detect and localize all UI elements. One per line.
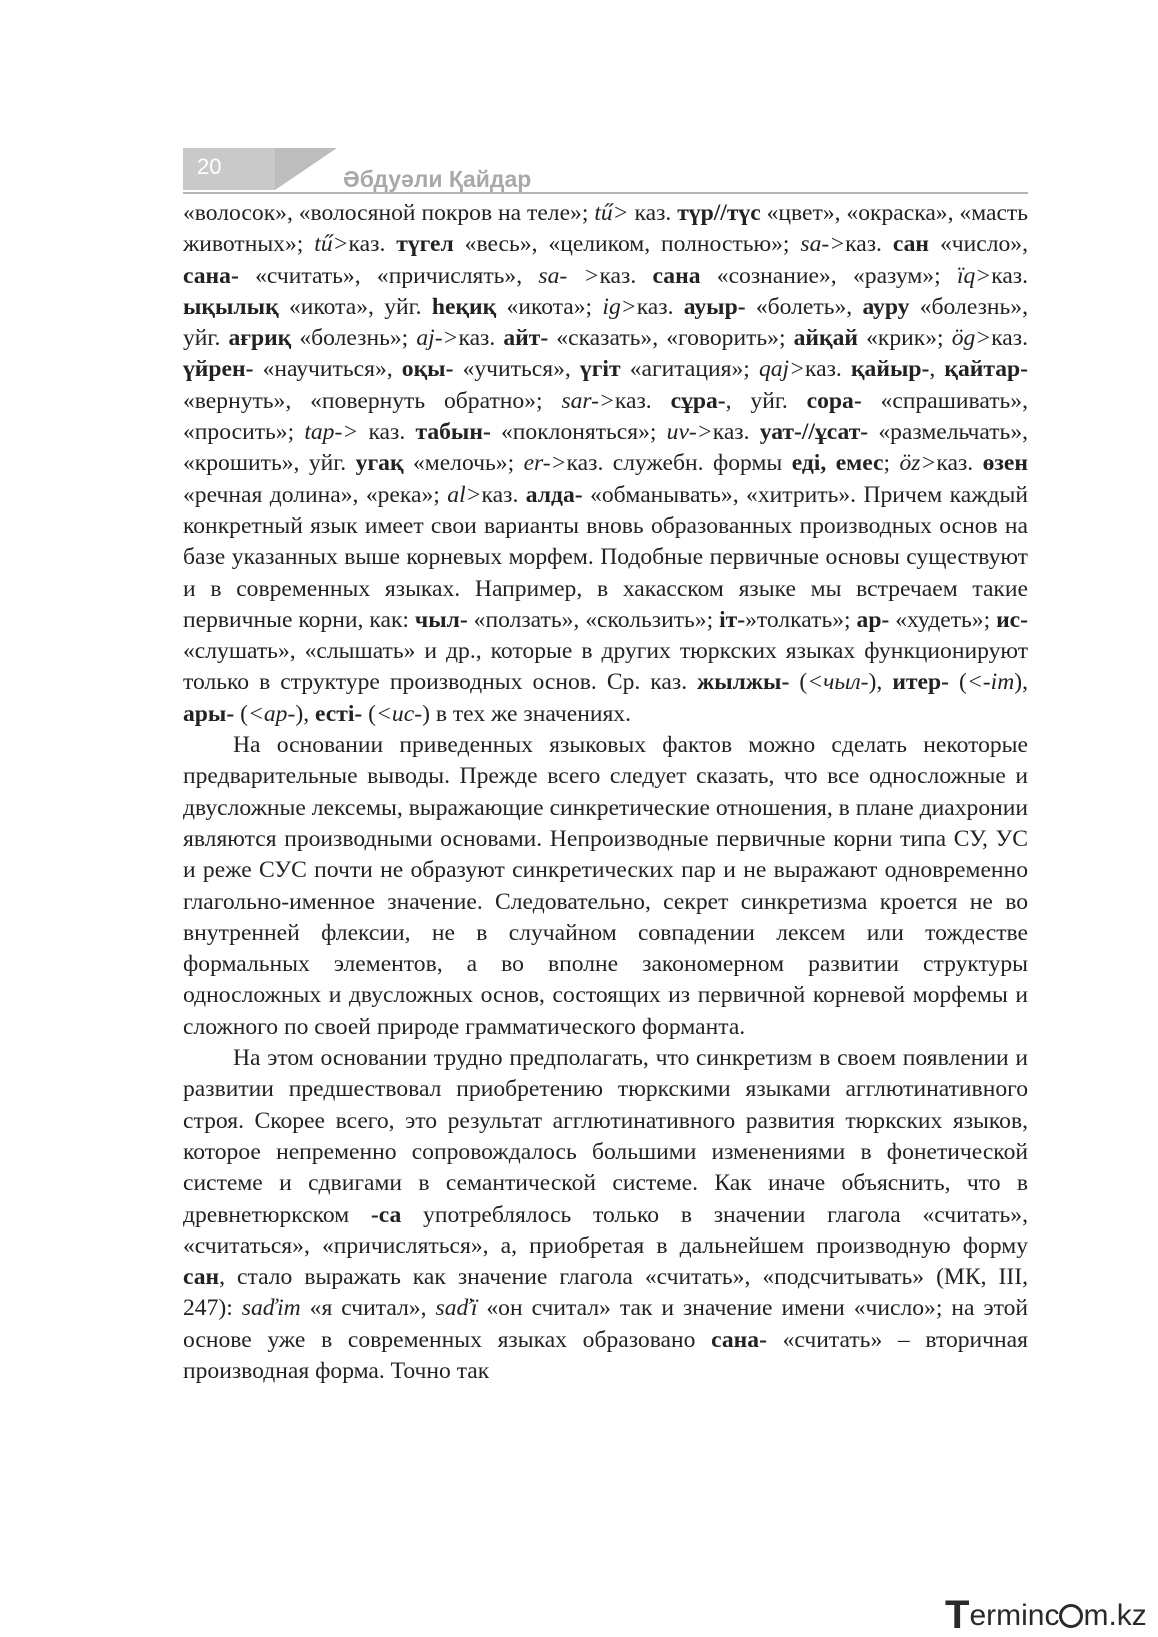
italic-root: <чыл- — [807, 669, 869, 696]
italic-root: ög> — [951, 325, 992, 352]
watermark-domain: m.kz — [1083, 1599, 1147, 1632]
text-run: «болеть», — [745, 293, 863, 320]
body-text — [183, 198, 1028, 1387]
text-run: «размельчать», «крошить», уйг. — [183, 419, 1029, 477]
text-run: «сознание», «разум»; — [700, 262, 957, 289]
watermark-text: erminc — [969, 1599, 1060, 1632]
bold-term: уат-//ұсат- — [759, 419, 869, 446]
bold-term: сана — [652, 262, 701, 289]
paragraph — [183, 198, 1028, 730]
text-run: каз. — [845, 231, 893, 258]
text-run: «агитация»; — [620, 356, 759, 383]
italic-root: saďim — [241, 1295, 301, 1322]
text-run: На этом основании трудно предполагать, что синкретизм в своем появлении и развитии предшествовал приобретению тюркскими языками агглютинативного строя. Скорее всего, это результат агглютинативного развития тюркских языков, которое непременно сопровождалось большими изменениями в фонетической системе и сдвигами в семантической системе. Как иначе объяснить, что в древнетюркском — [183, 1045, 1028, 1228]
italic-root: <-im — [966, 669, 1015, 696]
termincom-watermark — [945, 1590, 1150, 1637]
italic-root: uv-> — [666, 419, 713, 446]
italic-root: ig> — [602, 293, 637, 320]
text-run: «худеть»; — [889, 606, 997, 633]
italic-root: qaj> — [758, 356, 806, 383]
italic-root: tap-> — [304, 419, 359, 446]
bold-term: чыл- — [414, 606, 468, 633]
italic-root: öz> — [899, 450, 937, 477]
bold-term: түгел — [396, 231, 454, 258]
page-number-tab — [183, 148, 275, 190]
italic-root: al> — [447, 481, 482, 508]
watermark-letter: T — [945, 1593, 970, 1637]
italic-root: tű> — [594, 200, 629, 226]
text-run: «считать», «причислять», — [238, 262, 539, 289]
text-run: «волосок», «волосяной покров на теле»; — [183, 200, 595, 226]
italic-root: ïq> — [956, 262, 992, 289]
text-run: ) в тех же значениях. — [422, 700, 631, 727]
bold-term: -са — [370, 1201, 402, 1228]
bold-term: есті- — [315, 700, 363, 727]
text-run: «научиться», — [253, 356, 402, 383]
text-run: ), — [295, 700, 315, 727]
text-run: , — [929, 356, 945, 383]
text-run: каз. — [628, 200, 678, 226]
text-run: , уйг. — [725, 387, 807, 414]
bold-term: жылжы- — [697, 669, 790, 696]
bold-term: ауру — [862, 293, 910, 320]
text-run: «сказать», «говорить»; — [548, 325, 794, 352]
text-run: каз. — [636, 293, 684, 320]
watermark-globe-icon — [1059, 1604, 1083, 1628]
bold-term: ағриқ — [228, 325, 292, 352]
page-number: 20 — [197, 154, 222, 179]
text-run: «цвет», «окраска», «масть животных»; — [183, 200, 1028, 258]
text-run: «вернуть», «повернуть обратно»; — [183, 387, 562, 414]
bold-term: іт- — [719, 606, 746, 633]
bold-term: қайтар- — [944, 356, 1029, 383]
text-run: каз. — [348, 231, 397, 258]
italic-root: er-> — [523, 450, 567, 477]
italic-root: sar-> — [561, 387, 615, 414]
bold-term: алда- — [525, 481, 583, 508]
bold-term: сан — [183, 1264, 220, 1291]
text-run: «крик»; — [858, 325, 952, 352]
bold-term: һеқиқ — [431, 293, 497, 320]
italic-root: tű> — [314, 231, 349, 258]
italic-root: <ар- — [247, 700, 296, 727]
bold-term: айт- — [503, 325, 549, 352]
bold-term: оқы- — [401, 356, 454, 383]
text-run: На основании приведенных языковых фактов можно сделать некоторые предварительные выводы. Прежде всего следует сказать, что все односложные и двусложные лексемы, выражающие синкретические отношения, в плане диахронии являются производными основами. Непроизводные первичные корни типа СУ, УС и реже СУС почти не образуют синкретических пар и не выражают одновременно глагольно-именное значение. Следовательно, секрет синкретизма кроется не во внутренней флексии, не в случайном совпадении лексем или тождестве формальных элементов, а во вполне закономерном развитии структуры односложных и двусложных основ, состоящих из первичной корневой морфемы и сложного по своей природе грамматического форманта. — [183, 732, 1028, 1040]
bold-term: үйрен- — [183, 356, 254, 383]
text-run: «обманывать», «хитрить». Причем каждый конкретный язык имеет свои варианты вновь образованных производных основ на базе указанных выше корневых морфем. Подобные первичные основы существуют и в современных языках. Например, в хакасском языке мы встречаем такие первичные корни, как: — [183, 481, 1028, 633]
bold-term: ар- — [856, 606, 890, 633]
text-run: «я считал», — [300, 1295, 436, 1322]
text-run: каз. — [991, 325, 1028, 352]
text-run: ( — [789, 669, 808, 696]
text-run: каз. — [481, 481, 526, 508]
text-run: «мелочь»; — [403, 450, 524, 477]
bold-term: сұра- — [670, 387, 726, 414]
text-run: «число», — [929, 231, 1028, 258]
text-run: , стало выражать как значение глагола «считать», «подсчитывать» (МК, III, 247): — [183, 1264, 1028, 1322]
text-run: каз. — [712, 419, 760, 446]
bold-term: ары- — [183, 700, 235, 727]
italic-root: saďї — [435, 1295, 478, 1322]
text-run: ), — [868, 669, 893, 696]
text-run: «весь», «целиком, полностью»; — [453, 231, 801, 258]
bold-term: сана- — [183, 262, 239, 289]
text-run: «учиться», — [453, 356, 580, 383]
text-run: ( — [362, 700, 376, 727]
text-run: каз. — [805, 356, 851, 383]
text-run: употреблялось только в значении глагола «считать», «считаться», «причисляться», а, приобретая в дальнейшем производную форму — [183, 1201, 1028, 1259]
text-run: «он считал» так и значение имени «число»; на этой основе уже в современных языках образовано — [183, 1295, 1028, 1353]
text-run: каз. — [991, 262, 1029, 289]
text-run: «спрашивать», «просить»; — [183, 387, 1028, 446]
text-run: каз. — [614, 387, 671, 414]
text-run: каз. — [358, 419, 416, 446]
text-run: «считать» – вторичная производная форма. Точно так — [183, 1326, 1028, 1384]
text-run: «икота»; — [496, 293, 603, 320]
italic-root: sa-> — [800, 231, 846, 258]
text-run: «речная долина», «река»; — [183, 481, 448, 508]
text-run: ( — [234, 700, 248, 727]
text-run: каз. — [599, 262, 653, 289]
page-header — [183, 148, 1028, 194]
text-run: каз. служебн. формы — [566, 450, 792, 477]
bold-term: сан — [892, 231, 930, 258]
bold-term: қайыр- — [850, 356, 930, 383]
paragraph — [183, 1043, 1028, 1387]
bold-term: үгіт — [579, 356, 621, 383]
bold-term: сора- — [806, 387, 862, 414]
bold-term: өзен — [982, 450, 1028, 477]
bold-term: ауыр- — [683, 293, 746, 320]
bold-term: ис- — [996, 606, 1029, 633]
text-run: каз. — [458, 325, 504, 352]
text-run: »толкать»; — [745, 606, 857, 633]
text-run: «поклоняться»; — [490, 419, 667, 446]
header-rule — [183, 192, 1028, 194]
text-run: «болезнь»; — [291, 325, 417, 352]
text-run: «слушать», «слышать» и др., которые в других тюркских языках функционируют только в структуре производных основ. Ср. каз. — [183, 638, 1028, 696]
page-tab-arrow — [275, 148, 337, 190]
text-run: ( — [948, 669, 967, 696]
bold-term: табын- — [415, 419, 491, 446]
italic-root: aj-> — [416, 325, 459, 352]
bold-term: угақ — [355, 450, 404, 477]
text-run: ), — [1014, 669, 1029, 696]
text-run: «икота», уйг. — [278, 293, 432, 320]
italic-root: sa- > — [538, 262, 600, 289]
text-run: каз. — [936, 450, 983, 477]
text-run: ; — [883, 450, 900, 477]
text-run: «ползать», «скользить»; — [467, 606, 720, 633]
paragraph — [183, 730, 1028, 1043]
bold-term: еді, емес — [791, 450, 884, 477]
running-head-author: Әбдуәли Қайдар — [343, 166, 532, 192]
bold-term: айқай — [793, 325, 858, 352]
italic-root: <ис- — [376, 700, 423, 727]
bold-term: түр//түс — [677, 200, 761, 226]
bold-term: итер- — [892, 669, 949, 696]
text-run: «болезнь», уйг. — [183, 293, 1028, 352]
bold-term: ықылық — [183, 293, 279, 320]
bold-term: сана- — [711, 1326, 767, 1353]
